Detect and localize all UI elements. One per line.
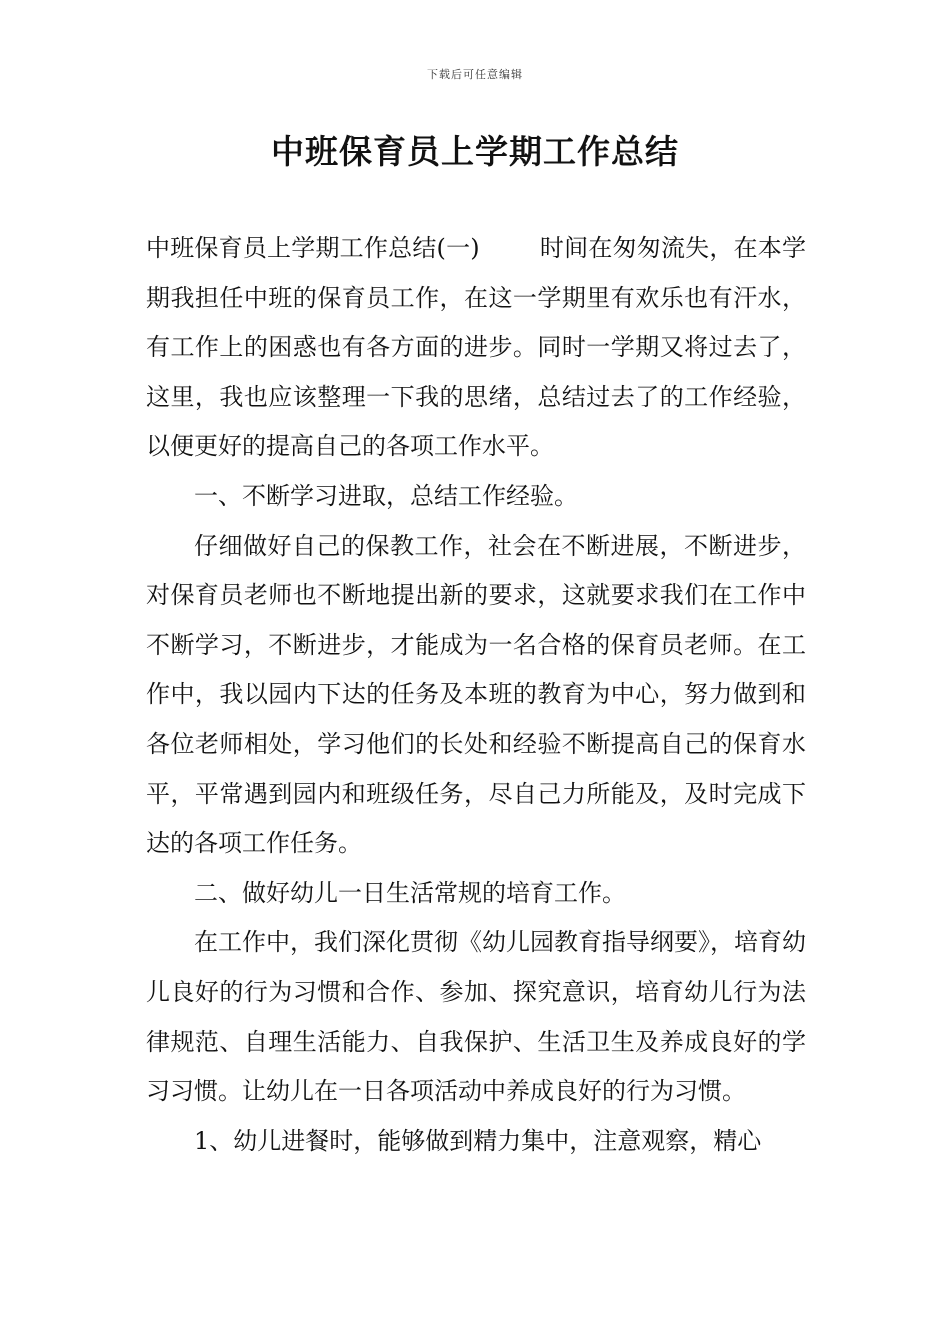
document-title: 中班保育员上学期工作总结	[271, 132, 679, 171]
section-heading-2: 二、做好幼儿一日生活常规的培育工作。	[194, 878, 626, 907]
list-item-1: 1、幼儿进餐时，能够做到精力集中，注意观察，精心	[194, 1126, 762, 1155]
header-note: 下载后可任意编辑	[427, 68, 523, 81]
document-body	[146, 224, 806, 1166]
body-paragraph-1: 仔细做好自己的保教工作，社会在不断进展，不断进步，对保育员老师也不断地提出新的要求，这就要求我们在工作中不断学习，不断进步，才能成为一名合格的保育员老师。在工作中，我以园内下达的任务及本班的教育为中心，努力做到和各位老师相处，学习他们的长处和经验不断提高自己的保育水平，平常遇到园内和班级任务，尽自己力所能及，及时完成下达的各项工作任务。	[146, 531, 806, 858]
intro-paragraph	[146, 224, 806, 472]
subtitle-lead: 中班保育员上学期工作总结(一)	[146, 234, 480, 262]
section-heading-1: 一、不断学习进取，总结工作经验。	[194, 481, 578, 510]
intro-text: 时间在匆匆流失，在本学期我担任中班的保育员工作，在这一学期里有欢乐也有汗水，有工作上的困惑也有各方面的进步。同时一学期又将过去了，这里，我也应该整理一下我的思绪，总结过去了的工作经验，以便更好的提高自己的各项工作水平。	[146, 234, 807, 461]
body-paragraph-2: 在工作中，我们深化贯彻《幼儿园教育指导纲要》，培育幼儿良好的行为习惯和合作、参加、探究意识，培育幼儿行为法律规范、自理生活能力、自我保护、生活卫生及养成良好的学习习惯。让幼儿在一日各项活动中养成良好的行为习惯。	[146, 928, 806, 1106]
